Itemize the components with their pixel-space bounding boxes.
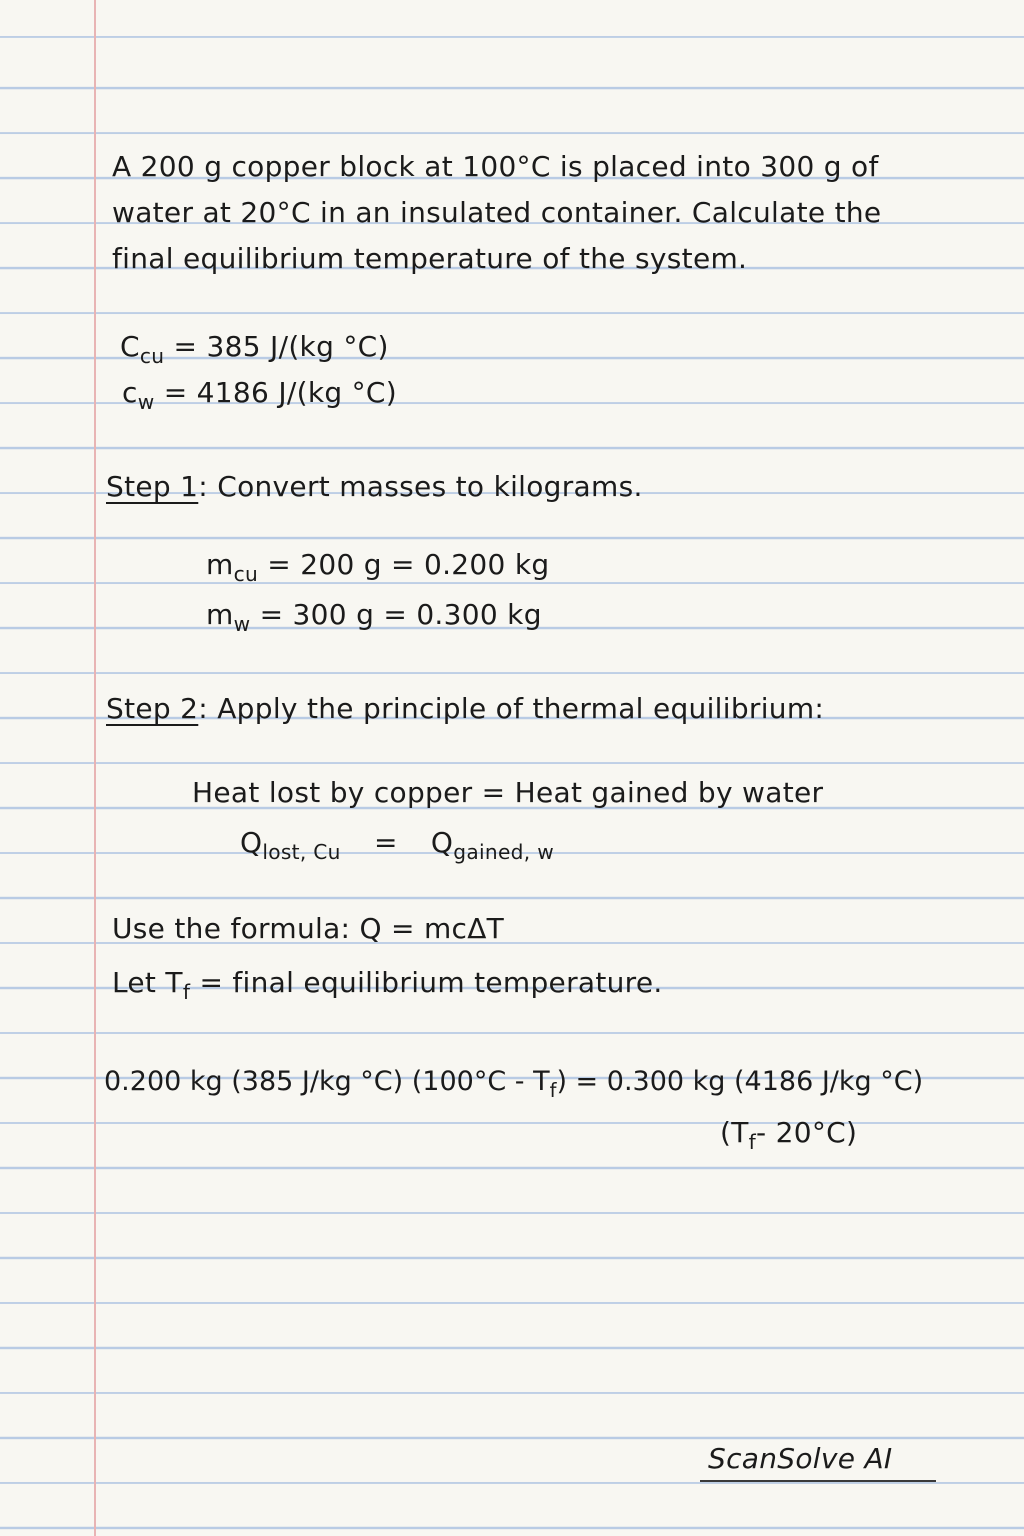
heat-balance-line: Heat lost by copper = Heat gained by water — [192, 776, 824, 809]
main-equation-line-1 — [104, 1066, 924, 1102]
equation-line-2-suffix: - 20°C) — [756, 1116, 858, 1149]
c-cu-subscript: cu — [139, 344, 165, 369]
m-cu-subscript: cu — [233, 562, 259, 587]
q-gained-symbol: Q — [430, 826, 454, 859]
let-prefix: Let T — [112, 966, 183, 999]
step-2-label: Step 2 — [106, 692, 199, 725]
c-w-subscript: w — [137, 390, 155, 415]
equation-part-1-subscript: f — [549, 1078, 557, 1102]
signature: ScanSolve AI — [708, 1442, 893, 1475]
m-w-value: = 300 g = 0.300 kg — [259, 598, 542, 631]
constant-c-w — [122, 376, 398, 415]
margin-line — [94, 0, 96, 1536]
equation-line-2-prefix: (T — [720, 1116, 749, 1149]
problem-line-2: water at 20°C in an insulated container. Calculate the — [112, 196, 882, 229]
step-1-heading — [106, 470, 643, 503]
c-cu-value: = 385 J/(kg °C) — [173, 330, 389, 363]
mass-copper — [206, 548, 550, 587]
m-w-symbol: m — [206, 598, 234, 631]
m-cu-value: = 200 g = 0.200 kg — [267, 548, 550, 581]
let-suffix: = final equilibrium temperature. — [199, 966, 663, 999]
m-w-subscript: w — [233, 612, 251, 637]
step-2-text: : Apply the principle of thermal equilibrium: — [198, 692, 825, 725]
problem-line-1: A 200 g copper block at 100°C is placed into 300 g of — [112, 150, 879, 183]
main-equation-line-2 — [720, 1116, 858, 1155]
equation-line-2-subscript: f — [748, 1130, 757, 1155]
m-cu-symbol: m — [206, 548, 234, 581]
mass-water — [206, 598, 542, 637]
q-lost-subscript: lost, Cu — [262, 840, 341, 865]
q-gained-subscript: gained, w — [453, 840, 554, 865]
heat-equation — [240, 826, 554, 865]
c-cu-symbol: C — [120, 330, 140, 363]
q-equals: = — [373, 826, 398, 859]
equation-part-2: ) = 0.300 kg (4186 J/kg °C) — [556, 1066, 924, 1097]
c-w-value: = 4186 J/(kg °C) — [163, 376, 398, 409]
c-w-symbol: c — [122, 376, 138, 409]
signature-underline — [700, 1480, 936, 1482]
formula-line: Use the formula: Q = mcΔT — [112, 912, 505, 945]
let-line — [112, 966, 663, 1005]
equation-part-1: 0.200 kg (385 J/kg °C) (100°C - T — [104, 1066, 550, 1097]
problem-line-3: final equilibrium temperature of the system. — [112, 242, 748, 275]
step-1-text: : Convert masses to kilograms. — [198, 470, 643, 503]
q-lost-symbol: Q — [240, 826, 263, 859]
step-1-label: Step 1 — [106, 470, 199, 503]
constant-c-cu — [120, 330, 389, 369]
step-2-heading — [106, 692, 824, 725]
let-subscript: f — [182, 980, 191, 1005]
